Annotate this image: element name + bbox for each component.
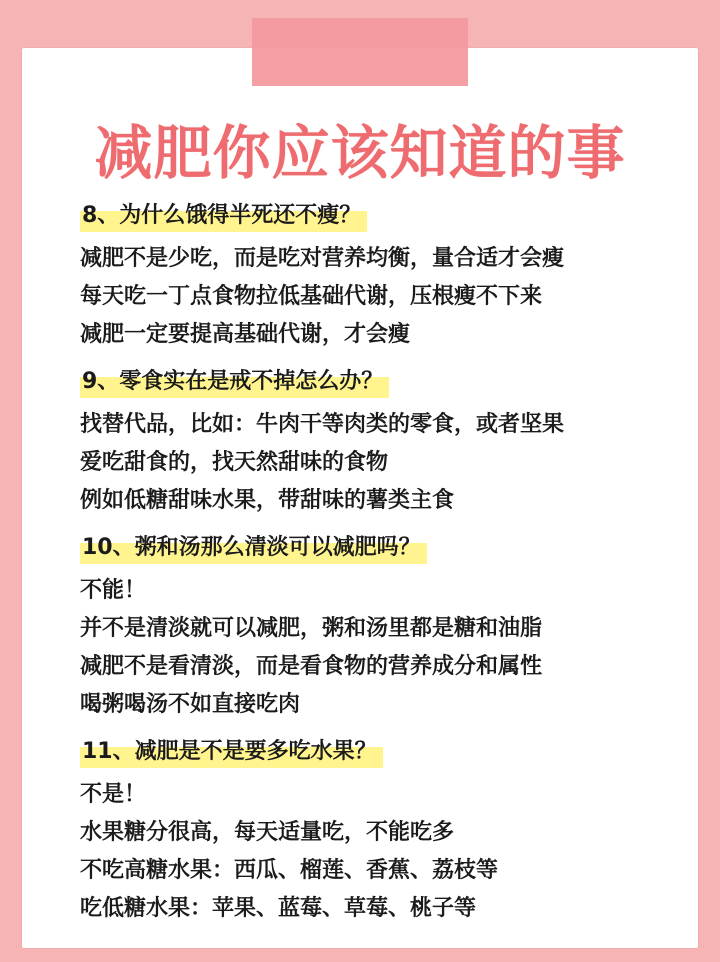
section-line: 找替代品，比如：牛肉干等肉类的零食，或者坚果 — [80, 412, 565, 437]
section-heading: 8、为什么饿得半死还不瘦？ — [80, 200, 367, 232]
section-heading: 10、粥和汤那么清淡可以减肥吗？ — [80, 532, 427, 564]
section-line: 不能！ — [80, 578, 147, 603]
section-11 — [80, 736, 670, 928]
decorative-tape — [252, 18, 468, 86]
section-line: 不吃高糖水果：西瓜、榴莲、香蕉、荔枝等 — [80, 858, 499, 883]
section-line: 减肥一定要提高基础代谢，才会瘦 — [80, 322, 411, 347]
section-heading: 9、零食实在是戒不掉怎么办？ — [80, 366, 389, 398]
section-line: 减肥不是少吃，而是吃对营养均衡，量合适才会瘦 — [80, 246, 565, 271]
section-8 — [80, 200, 670, 354]
section-9 — [80, 366, 670, 520]
section-line: 减肥不是看清淡，而是看食物的营养成分和属性 — [80, 654, 543, 679]
section-line: 每天吃一丁点食物拉低基础代谢，压根瘦不下来 — [80, 284, 543, 309]
section-line: 喝粥喝汤不如直接吃肉 — [80, 692, 301, 717]
section-10 — [80, 532, 670, 724]
section-line: 不是！ — [80, 782, 147, 807]
section-heading: 11、减肥是不是要多吃水果？ — [80, 736, 383, 768]
section-line: 并不是清淡就可以减肥，粥和汤里都是糖和油脂 — [80, 616, 543, 641]
section-line: 例如低糖甜味水果，带甜味的薯类主食 — [80, 488, 455, 513]
section-line: 水果糖分很高，每天适量吃，不能吃多 — [80, 820, 455, 845]
section-line: 吃低糖水果：苹果、蓝莓、草莓、桃子等 — [80, 896, 477, 921]
section-line: 爱吃甜食的，找天然甜味的食物 — [80, 450, 389, 475]
article-content — [80, 200, 670, 940]
page-title: 减肥你应该知道的事 — [94, 119, 626, 187]
